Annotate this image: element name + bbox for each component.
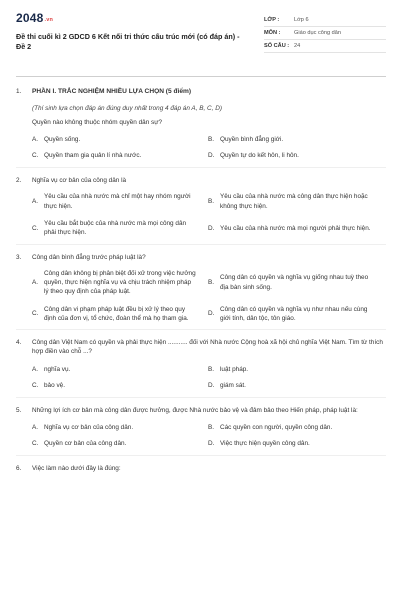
option-text: Yêu cầu của nhà nước mà công dân thực hiện hoặc không thực hiện. [220, 193, 368, 210]
option-c[interactable] [32, 305, 204, 324]
meta-key: LỚP : [264, 16, 280, 23]
option-letter: C. [32, 381, 39, 389]
options [32, 192, 386, 237]
question-number: 5. [16, 406, 22, 414]
option-b[interactable] [208, 365, 380, 374]
option-text: Việc thực hiện quyền công dân. [220, 439, 310, 447]
site-logo[interactable] [16, 12, 248, 27]
option-text: giám sát. [220, 381, 246, 389]
option-letter: A. [32, 135, 39, 143]
option-b[interactable] [208, 423, 380, 432]
option-text: Công dân vi phạm pháp luật đều bị xử lý theo quy định của đơn vị, tổ chức, đoàn thể mà họ tham gia. [44, 305, 189, 322]
option-d[interactable] [208, 381, 380, 390]
meta-key: SỐ CÂU : [264, 42, 290, 49]
option-text: Quyền tham gia quản lí nhà nước. [44, 151, 142, 159]
option-a[interactable] [32, 365, 204, 374]
meta-value: Giáo dục công dân [294, 29, 341, 36]
option-b[interactable] [208, 192, 380, 211]
option-letter: B. [208, 423, 215, 431]
options [32, 269, 386, 323]
question-stem: Quyền nào không thuộc nhóm quyền dân sự? [32, 118, 163, 126]
question-stem: Công dân Việt Nam có quyền và phải thực hiện ........... đối với Nhà nước Cộng hoà xã hội chủ nghĩa Việt Nam. Tìm từ thích hợp điền vào chỗ ...? [32, 339, 383, 356]
question-number: 3. [16, 253, 22, 261]
option-text: Công dân có quyền và nghĩa vụ giống nhau tuỳ theo địa bàn sinh sống. [220, 274, 369, 291]
option-letter: D. [208, 439, 215, 447]
option-text: Nghĩa vụ cơ bản của công dân. [44, 423, 134, 431]
question-number: 2. [16, 177, 22, 185]
option-d[interactable] [208, 224, 380, 233]
option-letter: C. [32, 310, 39, 318]
option-letter: D. [208, 224, 215, 232]
logo-suffix: .vn [44, 17, 54, 23]
question-1 [16, 87, 386, 161]
question-separator [16, 167, 386, 168]
meta-value: 24 [294, 42, 301, 49]
option-a[interactable] [32, 269, 204, 297]
question-stem: Công dân bình đẳng trước pháp luật là? [32, 253, 146, 261]
option-letter: B. [208, 365, 215, 373]
question-stem: Việc làm nào dưới đây là đúng: [32, 465, 121, 473]
meta-row-subject [264, 27, 386, 40]
section-title: PHẦN I. TRẮC NGHIỆM NHIỀU LỰA CHỌN (5 điểm) [32, 88, 192, 95]
question-stem: Những lợi ích cơ bản mà công dân được hưởng, được Nhà nước bảo vệ và đảm bảo theo Hiến pháp, pháp luật là: [32, 406, 358, 414]
option-c[interactable] [32, 151, 204, 160]
option-text: Quyền cơ bản của công dân. [44, 439, 127, 447]
option-text: Quyền sống. [44, 135, 81, 143]
question-number: 4. [16, 339, 22, 347]
option-c[interactable] [32, 439, 204, 448]
option-letter: C. [32, 439, 39, 447]
option-a[interactable] [32, 192, 204, 211]
question-separator [16, 397, 386, 398]
option-c[interactable] [32, 381, 204, 390]
option-text: Yêu cầu bắt buộc của nhà nước mà mọi công dân phải thực hiện. [44, 219, 187, 237]
meta-value: Lớp 6 [294, 16, 309, 23]
option-text: Công dân có quyền và nghĩa vụ như nhau nếu cùng giới tính, dân tộc, tôn giáo. [220, 305, 368, 322]
option-letter: B. [208, 198, 215, 206]
header-left [16, 12, 248, 52]
option-text: nghĩa vụ. [44, 365, 71, 373]
question-4 [16, 338, 386, 391]
option-letter: C. [32, 224, 39, 232]
option-letter: B. [208, 135, 215, 143]
options [32, 422, 386, 449]
meta-panel [264, 14, 386, 53]
option-text: bảo vệ. [44, 381, 65, 389]
question-number: 1. [16, 88, 22, 95]
page-header [16, 12, 386, 72]
option-a[interactable] [32, 135, 204, 144]
options [32, 134, 386, 161]
option-text: luật pháp. [220, 365, 249, 373]
question-separator [16, 329, 386, 330]
question-5 [16, 406, 386, 449]
question-3 [16, 253, 386, 324]
option-b[interactable] [208, 135, 380, 144]
option-letter: D. [208, 310, 215, 318]
meta-key: MÔN : [264, 29, 281, 36]
option-letter: D. [208, 151, 215, 159]
option-text: Các quyền con người, quyền công dân. [220, 423, 333, 431]
meta-row-class [264, 14, 386, 27]
option-letter: B. [208, 279, 215, 287]
section-instruction: (Thí sinh lựa chọn đáp án đúng duy nhất trong 4 đáp án A, B, C, D) [32, 104, 222, 112]
option-text: Yêu cầu của nhà nước mà chỉ một hay nhóm người thực hiện. [44, 193, 191, 210]
options [32, 364, 386, 391]
option-letter: D. [208, 381, 215, 389]
document-title: Đề thi cuối kì 2 GDCD 6 Kết nối tri thức cấu trúc mới (có đáp án) - Đề 2 [16, 32, 240, 52]
question-separator [16, 455, 386, 456]
option-c[interactable] [32, 219, 204, 238]
logo-text: 2048 [16, 11, 44, 25]
option-letter: A. [32, 423, 39, 431]
question-separator [16, 244, 386, 245]
option-text: Yêu cầu của nhà nước mà mọi người phải thực hiện. [220, 224, 371, 232]
option-b[interactable] [208, 273, 380, 292]
option-letter: C. [32, 151, 39, 159]
option-letter: A. [32, 365, 39, 373]
option-letter: A. [32, 198, 39, 206]
option-text: Quyền bình đẳng giới. [220, 135, 284, 143]
meta-row-count [264, 40, 386, 53]
question-6 [16, 464, 386, 473]
option-d[interactable] [208, 151, 380, 160]
question-number: 6. [16, 465, 22, 473]
question-stem: Nghĩa vụ cơ bản của công dân là [32, 177, 127, 185]
option-letter: A. [32, 279, 39, 287]
option-text: Công dân không bị phân biệt đối xử trong việc hưởng quyền, thực hiện nghĩa vụ và chịu trách nhiệm pháp lý theo quy định của pháp luật. [44, 269, 196, 296]
option-a[interactable] [32, 423, 204, 432]
option-text: Quyền tự do kết hôn, li hôn. [220, 151, 299, 159]
option-d[interactable] [208, 439, 380, 448]
option-d[interactable] [208, 305, 380, 324]
header-divider [16, 76, 386, 77]
question-2 [16, 176, 386, 237]
